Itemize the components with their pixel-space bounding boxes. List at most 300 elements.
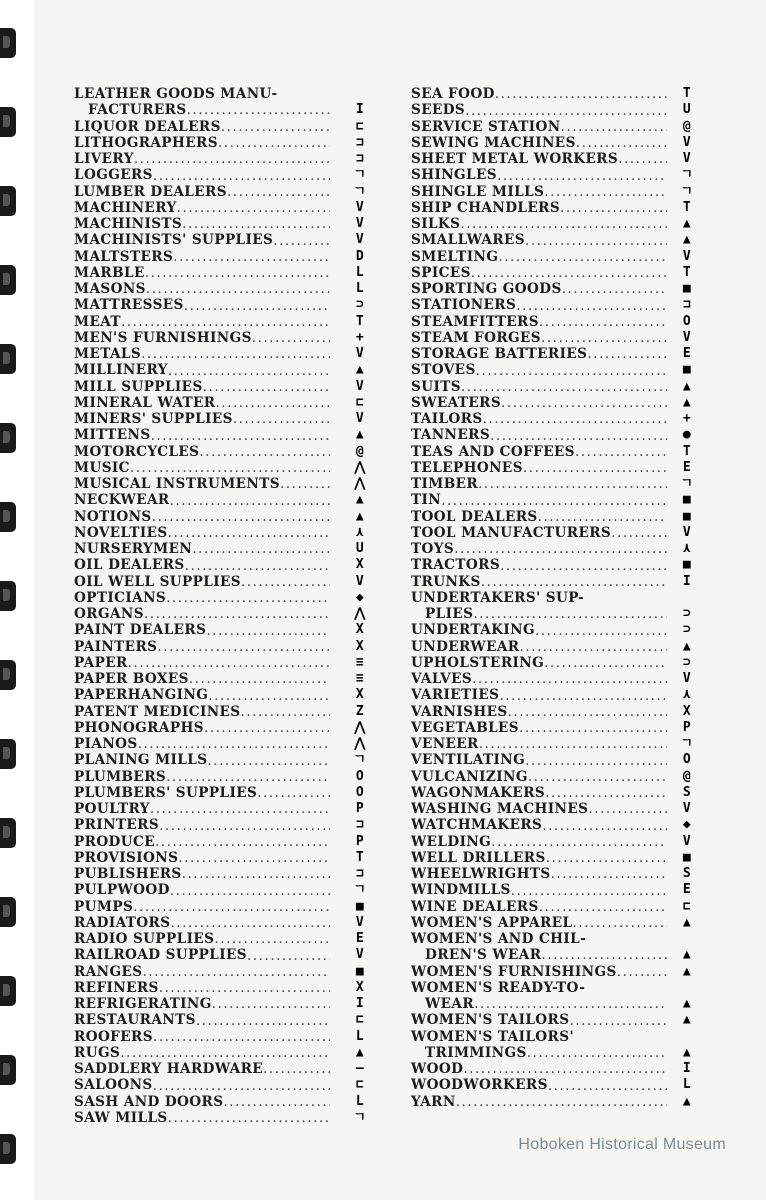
entry-name: WAGONMAKERS bbox=[411, 784, 546, 801]
entry-name: PROVISIONS bbox=[74, 849, 179, 866]
index-symbol-icon: Z bbox=[355, 703, 365, 719]
directory-entry bbox=[74, 979, 365, 996]
dot-leader bbox=[499, 688, 667, 704]
entry-name: SEEDS bbox=[411, 102, 466, 119]
index-symbol-icon: ■ bbox=[355, 963, 365, 979]
dot-leader bbox=[560, 200, 667, 216]
directory-entry bbox=[411, 199, 692, 216]
dot-leader bbox=[456, 1094, 667, 1110]
entry-name: SHEET METAL WORKERS bbox=[411, 151, 619, 167]
dot-leader bbox=[120, 1045, 330, 1061]
dot-leader bbox=[133, 899, 330, 915]
entry-name: PAPER BOXES bbox=[74, 671, 189, 687]
index-symbol-icon: ■ bbox=[682, 849, 692, 865]
directory-entry bbox=[74, 963, 365, 980]
index-symbol-icon: ⋏ bbox=[682, 541, 692, 556]
dot-leader bbox=[572, 915, 667, 931]
directory-entry bbox=[74, 1061, 365, 1077]
index-symbol-icon: O bbox=[682, 313, 692, 329]
entry-name: MACHINERY bbox=[74, 199, 177, 216]
dot-leader bbox=[130, 460, 330, 476]
binding-ring bbox=[0, 1055, 16, 1085]
directory-entry bbox=[411, 638, 692, 655]
index-symbol-icon: E bbox=[682, 882, 692, 898]
index-symbol-icon: ▲ bbox=[682, 216, 692, 231]
entry-name: PAINT DEALERS bbox=[74, 622, 207, 639]
index-symbol-icon: ㄱ bbox=[353, 183, 367, 199]
dot-leader bbox=[495, 86, 667, 102]
entry-name: PAPERHANGING bbox=[74, 687, 209, 704]
dot-leader bbox=[491, 834, 667, 850]
index-symbol-icon: ◆ bbox=[682, 817, 692, 833]
dot-leader bbox=[525, 233, 667, 249]
index-symbol-icon: ▲ bbox=[682, 232, 692, 248]
directory-entry bbox=[411, 914, 692, 931]
directory-entry bbox=[411, 443, 692, 460]
entry-name: WASHING MACHINES bbox=[411, 801, 589, 817]
binding-ring bbox=[0, 581, 16, 611]
index-symbol-icon: L bbox=[355, 281, 365, 296]
entry-name: OIL DEALERS bbox=[74, 557, 185, 574]
entry-name: TRUNKS bbox=[411, 573, 481, 590]
entry-name: LIQUOR DEALERS bbox=[74, 118, 221, 135]
index-symbol-icon: ㄱ bbox=[353, 752, 367, 768]
directory-entry bbox=[411, 1028, 692, 1062]
entry-name: POULTRY bbox=[74, 801, 150, 817]
index-symbol-icon: ⊃ bbox=[682, 654, 692, 670]
dot-leader bbox=[187, 102, 330, 118]
index-symbol-icon: V bbox=[682, 248, 692, 264]
dot-leader bbox=[474, 996, 667, 1012]
index-symbol-icon: E bbox=[682, 459, 692, 475]
directory-entry bbox=[411, 963, 692, 980]
directory-entry bbox=[74, 329, 365, 346]
entry-name: STEAM FORGES bbox=[411, 329, 541, 346]
entry-name: STEAMFITTERS bbox=[411, 313, 539, 330]
dot-leader bbox=[170, 493, 330, 509]
dot-leader bbox=[535, 623, 667, 639]
directory-entry bbox=[411, 719, 692, 736]
dot-leader bbox=[561, 119, 667, 135]
index-symbol-icon: ⋀ bbox=[354, 719, 366, 735]
directory-entry bbox=[411, 768, 692, 785]
dot-leader bbox=[199, 444, 330, 460]
dot-leader bbox=[511, 883, 667, 899]
dot-leader bbox=[168, 363, 330, 379]
directory-entry bbox=[411, 394, 692, 411]
entry-name: PHONOGRAPHS bbox=[74, 719, 204, 736]
entry-name: MILL SUPPLIES bbox=[74, 378, 203, 395]
binding-ring bbox=[0, 660, 16, 690]
entry-name: WINE DEALERS bbox=[411, 898, 539, 915]
entry-name-line: WOMEN'S AND CHIL- bbox=[411, 931, 587, 947]
index-symbol-icon: T bbox=[355, 313, 365, 329]
directory-entry bbox=[74, 346, 365, 362]
directory-entry bbox=[74, 86, 365, 119]
directory-entry bbox=[74, 671, 365, 687]
dot-leader bbox=[134, 151, 330, 167]
dot-leader bbox=[542, 818, 667, 834]
entry-name: TOOL MANUFACTURERS bbox=[411, 524, 612, 541]
directory-entry bbox=[74, 1044, 365, 1061]
entry-name: WOMEN'S APPAREL bbox=[411, 914, 573, 931]
dot-leader bbox=[233, 411, 330, 427]
dot-leader bbox=[520, 639, 667, 655]
index-symbol-icon: T bbox=[682, 443, 692, 459]
dot-leader bbox=[498, 249, 667, 265]
index-symbol-icon: S bbox=[682, 866, 692, 881]
dot-leader bbox=[151, 428, 330, 444]
dot-leader bbox=[141, 346, 330, 362]
index-symbol-icon: O bbox=[682, 752, 692, 768]
index-symbol-icon: V bbox=[355, 346, 365, 361]
directory-entry bbox=[74, 459, 366, 476]
directory-entry bbox=[74, 719, 366, 736]
entry-name: SWEATERS bbox=[411, 394, 502, 411]
index-symbol-icon: ▲ bbox=[682, 914, 692, 930]
index-symbol-icon: ⊏ bbox=[682, 898, 692, 914]
entry-name: PRINTERS bbox=[74, 817, 160, 834]
dot-leader bbox=[527, 1045, 667, 1061]
entry-name: LUMBER DEALERS bbox=[74, 183, 227, 200]
index-symbol-icon: V bbox=[682, 524, 692, 540]
index-symbol-icon: V bbox=[355, 199, 365, 215]
directory-entry bbox=[411, 1093, 692, 1110]
entry-name: YARN bbox=[411, 1093, 456, 1110]
index-symbol-icon: ⊏ bbox=[355, 1012, 365, 1028]
dot-leader bbox=[575, 444, 667, 460]
directory-entry bbox=[411, 411, 692, 427]
entry-name: SHINGLE MILLS bbox=[411, 183, 545, 200]
directory-entry bbox=[74, 492, 365, 509]
directory-entry bbox=[74, 687, 365, 704]
index-symbol-icon: U bbox=[682, 102, 692, 118]
entry-name-continued: WEAR ..... bbox=[411, 996, 667, 1012]
index-symbol-icon: ● bbox=[682, 427, 692, 443]
index-symbol-icon: V bbox=[682, 329, 692, 345]
directory-entry bbox=[74, 394, 365, 411]
directory-entry bbox=[74, 914, 365, 931]
index-symbol-icon: ≡ bbox=[355, 654, 365, 670]
entry-name: UNDERWEAR bbox=[411, 638, 520, 655]
directory-entry bbox=[411, 281, 692, 297]
entry-name: WOODWORKERS bbox=[411, 1077, 548, 1094]
entry-name: NOVELTIES bbox=[74, 524, 168, 541]
index-symbol-icon: ⋏ bbox=[682, 687, 692, 703]
entry-name: PLANING MILLS bbox=[74, 752, 208, 769]
dot-leader bbox=[478, 476, 667, 492]
dot-leader bbox=[252, 330, 330, 346]
entry-name: MACHINISTS bbox=[74, 216, 183, 232]
entry-name: TEAS AND COFFEES bbox=[411, 443, 575, 460]
directory-entry bbox=[411, 736, 694, 752]
directory-entry bbox=[411, 524, 692, 541]
entry-name-continued: TRIMMINGS ..... bbox=[411, 1045, 667, 1061]
index-symbol-icon: V bbox=[682, 833, 692, 849]
directory-entry bbox=[411, 329, 692, 346]
index-symbol-icon: V bbox=[355, 378, 365, 394]
directory-entry bbox=[74, 996, 365, 1012]
index-symbol-icon: ▲ bbox=[682, 1093, 692, 1109]
directory-entry bbox=[74, 427, 365, 444]
index-symbol-icon: X bbox=[355, 622, 365, 638]
entry-name: NOTIONS bbox=[74, 508, 152, 525]
entry-name: RANGES bbox=[74, 963, 143, 980]
entry-name: MEAT bbox=[74, 313, 121, 330]
dot-leader bbox=[157, 639, 330, 655]
entry-name: TOOL DEALERS bbox=[411, 508, 538, 525]
directory-entry bbox=[411, 216, 692, 232]
index-symbol-icon: V bbox=[682, 151, 692, 166]
index-symbol-icon: ⊏ bbox=[355, 1077, 365, 1093]
index-symbol-icon: X bbox=[682, 703, 692, 719]
dot-leader bbox=[562, 281, 667, 297]
index-symbol-icon: ⊐ bbox=[355, 151, 365, 166]
dot-leader bbox=[241, 574, 330, 590]
index-symbol-icon: I bbox=[682, 1061, 692, 1076]
dot-leader bbox=[263, 1061, 330, 1077]
directory-entry bbox=[411, 1061, 692, 1077]
directory-entry bbox=[411, 622, 692, 639]
directory-entry bbox=[411, 508, 692, 525]
dot-leader bbox=[168, 525, 330, 541]
entry-name: VARIETIES bbox=[411, 687, 500, 704]
dot-leader bbox=[121, 314, 330, 330]
directory-entry bbox=[411, 248, 692, 265]
entry-name: LITHOGRAPHERS bbox=[74, 134, 218, 151]
directory-entry bbox=[74, 167, 367, 184]
entry-name: MALTSTERS bbox=[74, 248, 174, 265]
index-symbol-icon: ■ bbox=[355, 898, 365, 914]
index-symbol-icon: O bbox=[355, 768, 365, 784]
entry-name: SILKS bbox=[411, 216, 461, 232]
entry-name: PIANOS bbox=[74, 736, 138, 752]
index-symbol-icon: ⋀ bbox=[354, 736, 366, 751]
index-symbol-icon: T bbox=[682, 86, 692, 101]
entry-name: SMELTING bbox=[411, 248, 499, 265]
dot-leader bbox=[541, 330, 667, 346]
index-symbol-icon: ⊐ bbox=[682, 297, 692, 313]
index-symbol-icon: ▲ bbox=[682, 1044, 692, 1060]
binding-ring bbox=[0, 423, 16, 453]
directory-entry bbox=[74, 508, 365, 525]
entry-name: TAILORS bbox=[411, 411, 483, 427]
index-symbol-icon: ▲ bbox=[355, 362, 365, 378]
index-symbol-icon: ▲ bbox=[682, 638, 692, 654]
dot-leader bbox=[173, 249, 330, 265]
entry-name: MOTORCYCLES bbox=[74, 443, 200, 460]
index-symbol-icon: V bbox=[355, 947, 365, 963]
entry-name: SASH AND DOORS bbox=[74, 1093, 224, 1110]
index-symbol-icon: ⊃ bbox=[682, 622, 692, 638]
index-symbol-icon: X bbox=[355, 687, 365, 703]
entry-name: SHIP CHANDLERS bbox=[411, 199, 561, 216]
entry-name: METALS bbox=[74, 346, 142, 362]
dot-leader bbox=[241, 704, 330, 720]
index-symbol-icon: ▲ bbox=[682, 394, 692, 410]
index-symbol-icon: ■ bbox=[682, 281, 692, 296]
dot-leader bbox=[153, 168, 330, 184]
dot-leader bbox=[473, 606, 667, 622]
index-symbol-icon: ≡ bbox=[355, 671, 365, 686]
directory-entry bbox=[74, 1093, 365, 1110]
index-symbol-icon: ▲ bbox=[355, 508, 365, 524]
dot-leader bbox=[519, 720, 667, 736]
index-symbol-icon: ⋏ bbox=[355, 524, 365, 540]
entry-name: SHINGLES bbox=[411, 167, 497, 184]
directory-entry bbox=[74, 232, 365, 249]
dot-leader bbox=[472, 671, 667, 687]
index-symbol-icon: ⊃ bbox=[682, 605, 692, 621]
entry-name: STORAGE BATTERIES bbox=[411, 346, 588, 362]
entry-name: MINERS' SUPPLIES bbox=[74, 411, 233, 427]
directory-entry bbox=[411, 817, 692, 834]
directory-entry bbox=[74, 362, 365, 379]
dot-leader bbox=[155, 834, 330, 850]
entry-name: RUGS bbox=[74, 1044, 121, 1061]
entry-name: OIL WELL SUPPLIES bbox=[74, 573, 241, 590]
index-symbol-icon: L bbox=[355, 264, 365, 280]
directory-entry bbox=[411, 151, 692, 167]
directory-entry bbox=[74, 622, 365, 639]
entry-name: WOOD bbox=[411, 1061, 464, 1077]
directory-entry bbox=[74, 199, 365, 216]
dot-leader bbox=[159, 980, 330, 996]
index-symbol-icon: ■ bbox=[682, 492, 692, 508]
dot-leader bbox=[166, 590, 330, 606]
dot-leader bbox=[465, 103, 667, 119]
index-symbol-icon: ⊐ bbox=[355, 866, 365, 881]
directory-entry bbox=[411, 541, 692, 557]
dot-leader bbox=[214, 931, 330, 947]
dot-leader bbox=[166, 769, 330, 785]
dot-leader bbox=[177, 200, 330, 216]
index-symbol-icon: L bbox=[682, 1077, 692, 1093]
dot-leader bbox=[196, 1013, 330, 1029]
entry-name: WATCHMAKERS bbox=[411, 817, 543, 834]
directory-entry bbox=[74, 703, 365, 720]
directory-entry bbox=[411, 427, 692, 444]
directory-entry bbox=[74, 118, 365, 135]
index-symbol-icon: S bbox=[682, 784, 692, 800]
index-symbol-icon: ㄱ bbox=[680, 167, 694, 183]
entry-name: PUMPS bbox=[74, 898, 134, 915]
dot-leader bbox=[280, 476, 330, 492]
index-symbol-icon: – bbox=[355, 1061, 365, 1076]
dot-leader bbox=[476, 363, 667, 379]
entry-name: WHEELWRIGHTS bbox=[411, 866, 551, 882]
directory-entry bbox=[74, 606, 366, 622]
entry-name: PRODUCE bbox=[74, 833, 155, 850]
dot-leader bbox=[153, 1029, 330, 1045]
directory-entry bbox=[74, 313, 365, 330]
directory-entry bbox=[411, 102, 692, 119]
index-symbol-icon: ▲ bbox=[355, 427, 365, 443]
dot-leader bbox=[497, 168, 667, 184]
dot-leader bbox=[546, 850, 667, 866]
dot-leader bbox=[128, 655, 330, 671]
directory-entry bbox=[74, 216, 365, 232]
index-symbol-icon: T bbox=[682, 264, 692, 280]
dot-leader bbox=[184, 298, 330, 314]
entry-name: RADIO SUPPLIES bbox=[74, 931, 215, 947]
directory-entry bbox=[411, 801, 692, 817]
dot-leader bbox=[216, 395, 330, 411]
entry-name: SPORTING GOODS bbox=[411, 281, 562, 297]
directory-entry bbox=[74, 541, 365, 557]
entry-name-line: UNDERTAKERS' SUP- bbox=[411, 589, 585, 606]
dot-leader bbox=[588, 801, 667, 817]
directory-entry bbox=[74, 1077, 365, 1094]
dot-leader bbox=[460, 216, 667, 232]
index-symbol-icon: ㄱ bbox=[353, 882, 367, 898]
dot-leader bbox=[204, 720, 330, 736]
index-symbol-icon: ▲ bbox=[682, 995, 692, 1011]
directory-entry bbox=[411, 703, 692, 720]
index-symbol-icon: P bbox=[355, 801, 365, 816]
directory-entry bbox=[411, 849, 692, 866]
entry-name: MUSIC bbox=[74, 459, 130, 476]
index-symbol-icon: ⊏ bbox=[355, 394, 365, 410]
entry-name: SMALLWARES bbox=[411, 232, 526, 249]
entry-name: WOMEN'S TAILORS bbox=[411, 1012, 570, 1029]
spiral-binding bbox=[0, 0, 34, 1200]
directory-entry bbox=[411, 557, 692, 574]
entry-name: WOMEN'S FURNISHINGS bbox=[411, 963, 617, 980]
index-symbol-icon: T bbox=[355, 849, 365, 865]
index-symbol-icon: ■ bbox=[682, 362, 692, 378]
dot-leader bbox=[544, 184, 667, 200]
directory-entry bbox=[74, 524, 365, 541]
index-symbol-icon: ㄱ bbox=[353, 167, 367, 183]
directory-entry bbox=[74, 1012, 365, 1029]
entry-name: PLUMBERS bbox=[74, 768, 167, 785]
entry-name-line: WOMEN'S READY-TO- bbox=[411, 979, 586, 996]
binding-ring bbox=[0, 265, 16, 295]
index-symbol-icon: ㄱ bbox=[680, 183, 694, 199]
index-symbol-icon: @ bbox=[682, 768, 692, 784]
index-symbol-icon: ㄱ bbox=[353, 1109, 367, 1125]
directory-entry bbox=[411, 589, 692, 623]
entry-name: WINDMILLS bbox=[411, 882, 511, 899]
dot-leader bbox=[538, 509, 667, 525]
entry-name: RESTAURANTS bbox=[74, 1012, 196, 1029]
entry-name: SEWING MACHINES bbox=[411, 134, 576, 151]
directory-entry bbox=[411, 931, 692, 964]
dot-leader bbox=[170, 915, 330, 931]
entry-name: TIN bbox=[411, 492, 442, 509]
left-column bbox=[74, 86, 367, 1126]
directory-entry bbox=[74, 151, 365, 167]
dot-leader bbox=[247, 948, 330, 964]
dot-leader bbox=[223, 1094, 330, 1110]
index-symbol-icon: ▲ bbox=[682, 963, 692, 979]
entry-name: VEGETABLES bbox=[411, 719, 520, 736]
index-symbol-icon: X bbox=[355, 979, 365, 995]
dot-leader bbox=[152, 509, 330, 525]
directory-entry bbox=[74, 931, 365, 947]
entry-name: MITTENS bbox=[74, 427, 151, 444]
dot-leader bbox=[528, 769, 667, 785]
dot-leader bbox=[153, 1078, 330, 1094]
directory-entry bbox=[411, 979, 692, 1013]
dot-leader bbox=[541, 947, 667, 963]
directory-entry bbox=[74, 411, 365, 427]
directory-entry bbox=[74, 947, 365, 964]
dot-leader bbox=[208, 688, 330, 704]
directory-entry bbox=[411, 476, 694, 492]
index-symbol-icon: X bbox=[355, 557, 365, 573]
